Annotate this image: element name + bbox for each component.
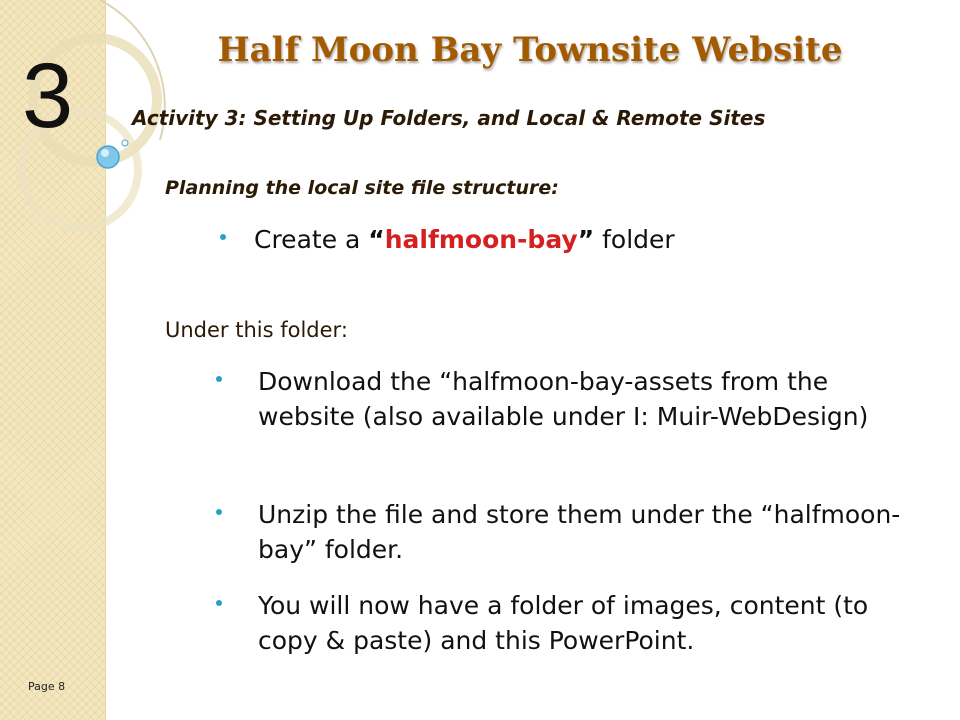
slide-title: Half Moon Bay Townsite Website — [217, 30, 843, 70]
bullet-prefix: Create a — [254, 225, 369, 254]
sub-bullet-text: Download the “halfmoon-bay-assets from the website (also available under I: Muir-WebDesign) — [258, 367, 869, 431]
folder-name-highlight: halfmoon-bay — [384, 225, 578, 254]
bullet-dot — [216, 509, 222, 515]
bullet-dot — [216, 600, 222, 606]
bullet-item — [220, 222, 920, 257]
sub-bullet-text: You will now have a folder of images, content (to copy & paste) and this PowerPoint. — [258, 591, 869, 655]
sub-bullet-text: Unzip the file and store them under the “halfmoon-bay” folder. — [258, 500, 901, 564]
bullet-text — [254, 222, 675, 257]
sub-bullet-item — [216, 497, 906, 567]
bullet-suffix: folder — [594, 225, 675, 254]
sub-bullet-item — [216, 588, 906, 658]
slide-number: 3 — [22, 45, 74, 147]
sub-bullet-item — [216, 364, 906, 434]
close-quote: ” — [577, 225, 595, 254]
open-quote: “ — [368, 225, 385, 254]
bullet-dot — [216, 376, 222, 382]
page-number-label: Page 8 — [28, 680, 66, 693]
bullet-dot — [220, 234, 226, 240]
section-heading: Planning the local site file structure: — [165, 177, 559, 199]
slide-subtitle: Activity 3: Setting Up Folders, and Local & Remote Sites — [132, 106, 766, 130]
under-folder-label: Under this folder: — [165, 318, 348, 342]
